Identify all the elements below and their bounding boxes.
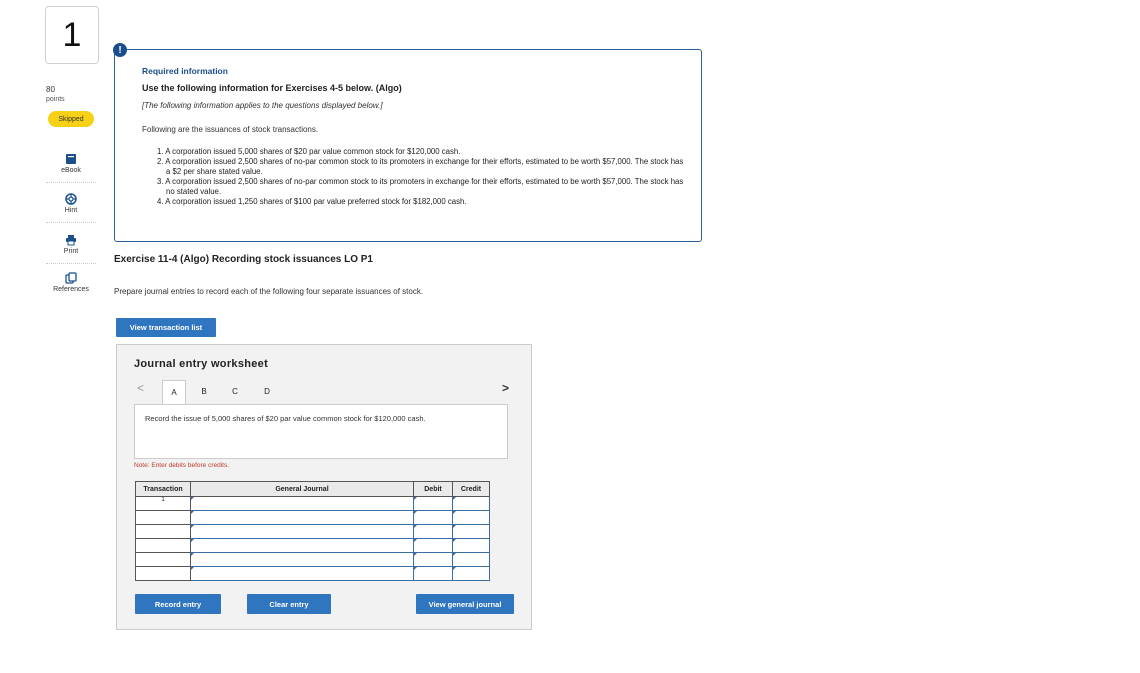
view-transaction-list-button[interactable]: View transaction list (116, 318, 216, 337)
printer-icon (65, 234, 77, 246)
transaction-cell (136, 511, 191, 525)
debit-input[interactable] (414, 511, 453, 525)
table-row (136, 497, 490, 511)
exercise-description: Prepare journal entries to record each of the following four separate issuances of stock. (114, 287, 424, 296)
credit-input[interactable] (453, 497, 490, 511)
debit-input[interactable] (414, 539, 453, 553)
prev-arrow-icon[interactable]: < (137, 381, 145, 395)
table-row (136, 511, 490, 525)
list-item: 4. A corporation issued 1,250 shares of $100 par value preferred stock for $182,000 cash. (157, 197, 467, 206)
debit-input[interactable] (414, 567, 453, 581)
col-credit: Credit (453, 482, 490, 497)
transaction-cell (136, 525, 191, 539)
debit-credit-note: Note: Enter debits before credits. (134, 462, 230, 469)
credit-input[interactable] (453, 511, 490, 525)
required-info-use-line: Use the following information for Exercises 4-5 below. (Algo) (142, 83, 402, 93)
prompt-box (134, 404, 508, 459)
tab-d[interactable]: D (264, 386, 270, 396)
account-input[interactable] (191, 567, 414, 581)
account-input[interactable] (191, 553, 414, 567)
status-badge: Skipped (48, 111, 94, 127)
prompt-text: Record the issue of 5,000 shares of $20 par value common stock for $120,000 cash. (145, 414, 426, 423)
required-info-applies: [The following information applies to the questions displayed below.] (142, 101, 383, 110)
tab-a[interactable]: A (162, 380, 186, 404)
worksheet-title: Journal entry worksheet (134, 358, 269, 370)
exercise-title: Exercise 11-4 (Algo) Recording stock issuances LO P1 (114, 254, 373, 265)
tab-b[interactable]: B (201, 386, 207, 396)
account-input[interactable] (191, 525, 414, 539)
record-entry-button[interactable]: Record entry (135, 594, 221, 614)
references-label: References (53, 286, 89, 293)
list-item: 2. A corporation issued 2,500 shares of no-par common stock to its promoters in exchange for their efforts, estimated to be worth $57,000. The stock has a $2 per share stated value. (157, 157, 684, 176)
transaction-cell (136, 539, 191, 553)
journal-table (135, 481, 490, 581)
credit-input[interactable] (453, 525, 490, 539)
print-button[interactable] (46, 234, 96, 255)
question-number: 1 (45, 6, 99, 64)
required-info-intro: Following are the issuances of stock transactions. (142, 125, 319, 134)
account-input[interactable] (191, 539, 414, 553)
tool-divider (46, 182, 96, 183)
credit-input[interactable] (453, 553, 490, 567)
lifebuoy-icon (65, 193, 77, 205)
references-button[interactable] (46, 272, 96, 293)
account-input[interactable] (191, 497, 414, 511)
credit-input[interactable] (453, 539, 490, 553)
required-info-title: Required information (142, 66, 228, 76)
hint-button[interactable] (46, 193, 96, 214)
col-general-journal: General Journal (191, 482, 414, 497)
tool-divider (46, 263, 96, 264)
transaction-cell: 1 (136, 497, 191, 511)
copy-icon (65, 272, 77, 284)
hint-label: Hint (64, 207, 78, 214)
clear-entry-button[interactable]: Clear entry (247, 594, 331, 614)
list-item: 1. A corporation issued 5,000 shares of $20 par value common stock for $120,000 cash. (157, 147, 461, 156)
account-input[interactable] (191, 511, 414, 525)
view-general-journal-button[interactable]: View general journal (416, 594, 514, 614)
transaction-cell (136, 567, 191, 581)
debit-input[interactable] (414, 553, 453, 567)
credit-input[interactable] (453, 567, 490, 581)
transaction-cell (136, 553, 191, 567)
points-value: 80 (46, 85, 55, 94)
tab-c[interactable]: C (232, 386, 238, 396)
points-label: points (46, 96, 65, 103)
table-row (136, 525, 490, 539)
table-row (136, 567, 490, 581)
next-arrow-icon[interactable]: > (502, 381, 510, 395)
table-row (136, 553, 490, 567)
table-row (136, 539, 490, 553)
ebook-button[interactable] (46, 153, 96, 174)
col-debit: Debit (414, 482, 453, 497)
list-item: 3. A corporation issued 2,500 shares of no-par common stock to its promoters in exchange for their efforts, estimated to be worth $57,000. The stock has no stated value. (157, 177, 684, 196)
ebook-label: eBook (61, 167, 81, 174)
print-label: Print (63, 248, 79, 255)
book-icon (65, 153, 77, 165)
tool-divider (46, 222, 96, 223)
required-info-panel (114, 49, 702, 242)
col-transaction: Transaction (136, 482, 191, 497)
transaction-list (157, 147, 687, 207)
alert-icon: ! (113, 43, 127, 57)
debit-input[interactable] (414, 497, 453, 511)
debit-input[interactable] (414, 525, 453, 539)
